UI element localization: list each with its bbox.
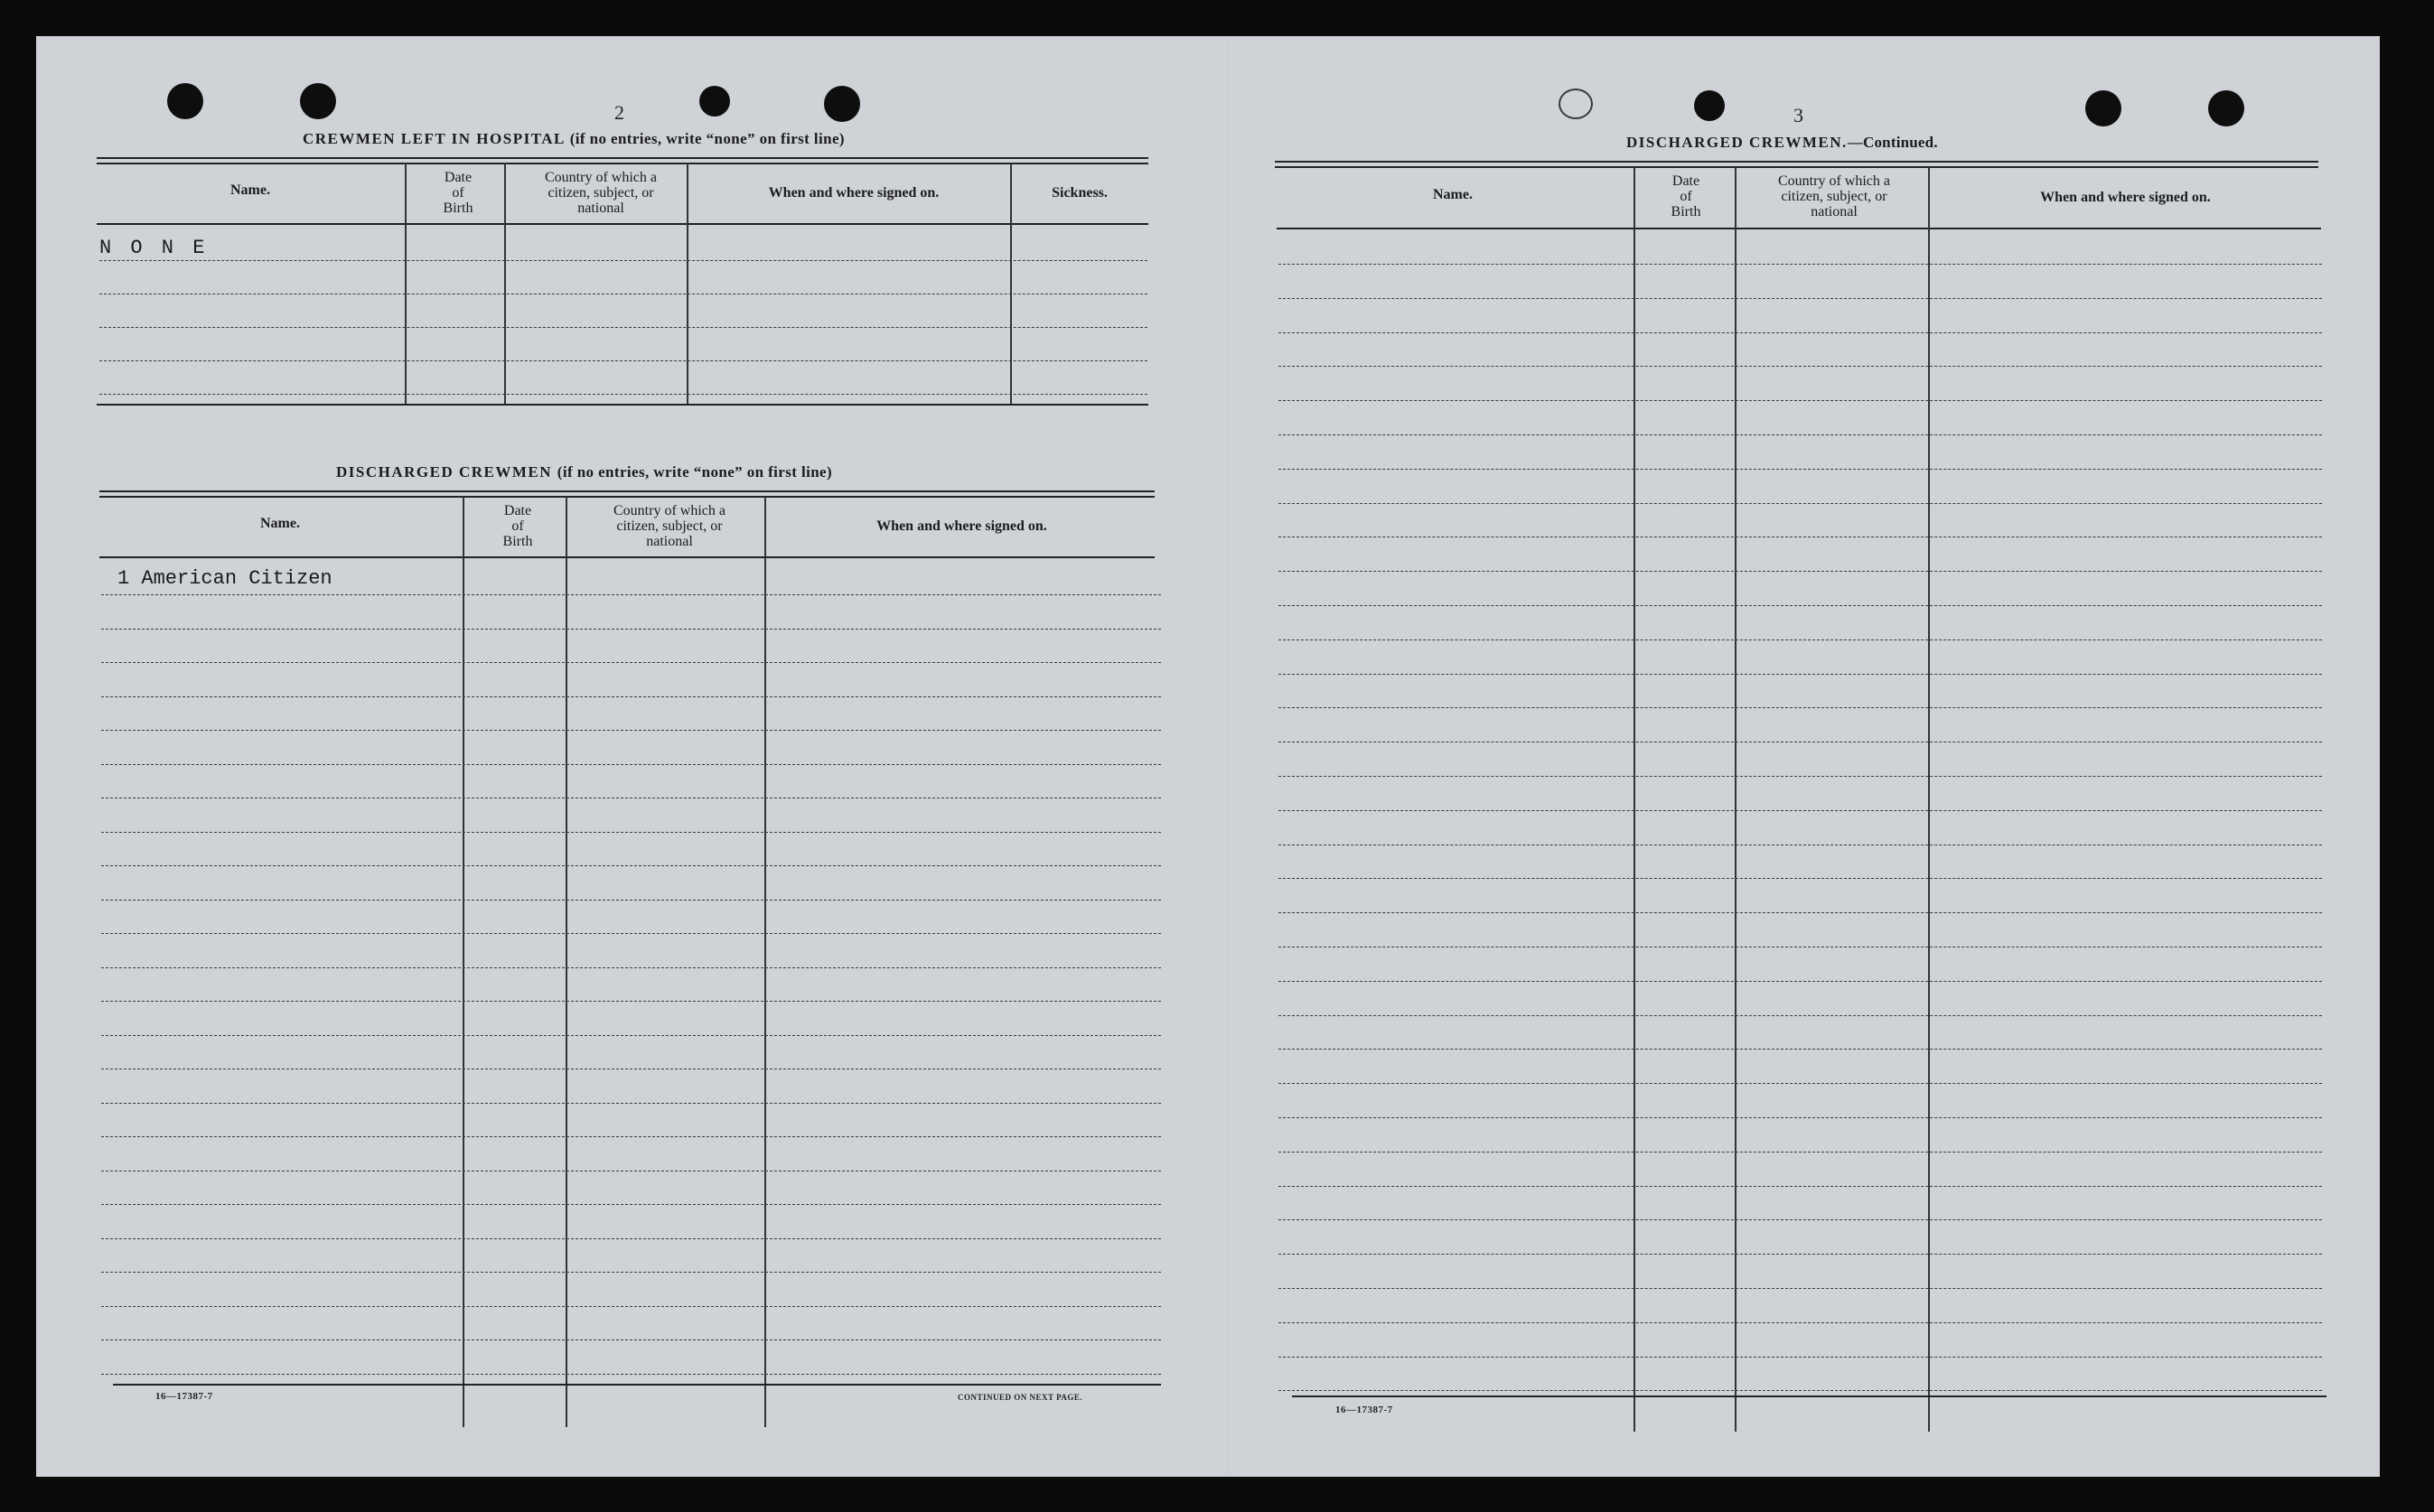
continued-note: CONTINUED ON NEXT PAGE.: [958, 1393, 1083, 1402]
ledger-sheet: [36, 36, 2380, 1477]
ruled-line: [101, 967, 1161, 968]
punch-hole: [699, 86, 730, 117]
col-header-signed-on: When and where signed on.: [2040, 190, 2211, 205]
ruled-line: [1278, 1152, 2322, 1153]
col-header-signed-on: When and where signed on.: [768, 185, 940, 201]
ruled-line: [1278, 503, 2322, 504]
col-header-name: Name.: [230, 182, 270, 198]
ruled-line: [101, 832, 1161, 833]
form-number: 16—17387-7: [155, 1391, 213, 1402]
col-header-country: Country of which a citizen, subject, or national: [613, 503, 726, 549]
ruled-line: [1278, 1390, 2322, 1391]
col-divider: [504, 163, 506, 405]
header-rule: [99, 556, 1155, 558]
ruled-line: [101, 764, 1161, 765]
ruled-line: [101, 662, 1161, 663]
section-rule: [97, 157, 1148, 164]
punch-hole: [1694, 90, 1725, 121]
section-rule: [1275, 161, 2318, 168]
discharged-section-title: [336, 463, 832, 481]
section-rule: [99, 490, 1155, 498]
ruled-line: [1278, 707, 2322, 708]
punch-hole: [167, 83, 203, 119]
hospital-entry: N O N E: [99, 237, 209, 259]
ruled-line: [99, 260, 1147, 261]
punch-hole: [1559, 89, 1593, 119]
col-divider: [1928, 167, 1930, 1432]
col-header-dob: Date of Birth: [1671, 173, 1701, 219]
ruled-line: [1278, 878, 2322, 879]
col-divider: [1735, 167, 1737, 1432]
ruled-line: [1278, 469, 2322, 470]
ruled-line: [1278, 1083, 2322, 1084]
ruled-line: [101, 730, 1161, 731]
ruled-line: [101, 1035, 1161, 1036]
ruled-line: [1278, 1219, 2322, 1220]
ruled-line: [101, 1339, 1161, 1340]
col-header-country: Country of which a citizen, subject, or national: [545, 170, 657, 216]
punch-hole: [824, 86, 860, 122]
ruled-line: [1278, 810, 2322, 811]
right-subtitle-text: —Continued.: [1847, 134, 1938, 151]
ruled-line: [1278, 1049, 2322, 1050]
discharged-title-text: DISCHARGED CREWMEN: [336, 463, 553, 481]
col-divider: [1634, 167, 1635, 1432]
punch-hole: [2085, 90, 2121, 126]
discharged-subtitle-text: (if no entries, write “none” on first line): [557, 463, 833, 481]
col-header-dob: Date of Birth: [443, 170, 473, 216]
section-bottom-rule: [1292, 1395, 2326, 1397]
col-divider: [463, 497, 464, 1427]
ruled-line: [101, 1001, 1161, 1002]
ruled-line: [1278, 1254, 2322, 1255]
hospital-section-title: [303, 130, 845, 148]
ruled-line: [1278, 981, 2322, 982]
punch-hole: [2208, 90, 2244, 126]
ruled-line: [101, 696, 1161, 697]
col-divider: [1010, 163, 1012, 405]
punch-hole: [300, 83, 336, 119]
col-header-signed-on: When and where signed on.: [876, 518, 1047, 534]
col-header-name: Name.: [260, 516, 300, 531]
ruled-line: [1278, 1117, 2322, 1118]
ruled-line: [1278, 366, 2322, 367]
ruled-line: [101, 1136, 1161, 1137]
ruled-line: [1278, 1015, 2322, 1016]
ruled-line: [101, 1103, 1161, 1104]
ruled-line: [1278, 332, 2322, 333]
col-header-country: Country of which a citizen, subject, or national: [1778, 173, 1890, 219]
col-header-name: Name.: [1433, 187, 1473, 202]
ruled-line: [1278, 1357, 2322, 1358]
ruled-line: [1278, 605, 2322, 606]
col-header-dob: Date of Birth: [502, 503, 533, 549]
ruled-line: [101, 1272, 1161, 1273]
page-fold: [1226, 36, 1229, 1477]
page-number: 2: [614, 101, 624, 124]
ruled-line: [101, 933, 1161, 934]
col-header-sickness: Sickness.: [1052, 185, 1108, 201]
ruled-line: [1278, 571, 2322, 572]
hospital-title-text: CREWMEN LEFT IN HOSPITAL: [303, 130, 565, 147]
ruled-line: [101, 1238, 1161, 1239]
ruled-line: [101, 1306, 1161, 1307]
ruled-line: [101, 594, 1161, 595]
ruled-line: [1278, 264, 2322, 265]
discharged-entry: 1 American Citizen: [117, 567, 332, 590]
header-rule: [1277, 228, 2321, 229]
ruled-line: [101, 1204, 1161, 1205]
col-divider: [687, 163, 688, 405]
page-number: 3: [1793, 104, 1803, 126]
form-number: 16—17387-7: [1335, 1405, 1393, 1415]
ruled-line: [99, 360, 1147, 361]
header-rule: [97, 223, 1148, 225]
right-title-text: DISCHARGED CREWMEN.: [1626, 134, 1848, 151]
ruled-line: [1278, 639, 2322, 640]
ruled-line: [1278, 674, 2322, 675]
section-bottom-rule: [113, 1384, 1161, 1386]
col-divider: [764, 497, 766, 1427]
col-divider: [405, 163, 407, 405]
ruled-line: [1278, 1288, 2322, 1289]
ruled-line: [1278, 1186, 2322, 1187]
ruled-line: [99, 327, 1147, 328]
ruled-line: [101, 900, 1161, 901]
section-bottom-rule: [97, 404, 1148, 406]
hospital-subtitle-text: (if no entries, write “none” on first line): [569, 130, 845, 147]
col-divider: [566, 497, 567, 1427]
ruled-line: [1278, 1322, 2322, 1323]
right-section-title: [1626, 134, 1938, 152]
ruled-line: [99, 394, 1147, 395]
ruled-line: [1278, 298, 2322, 299]
ruled-line: [101, 865, 1161, 866]
ruled-line: [101, 629, 1161, 630]
ruled-line: [101, 1374, 1161, 1375]
ruled-line: [1278, 912, 2322, 913]
ruled-line: [1278, 776, 2322, 777]
ruled-line: [1278, 434, 2322, 435]
ruled-line: [1278, 400, 2322, 401]
